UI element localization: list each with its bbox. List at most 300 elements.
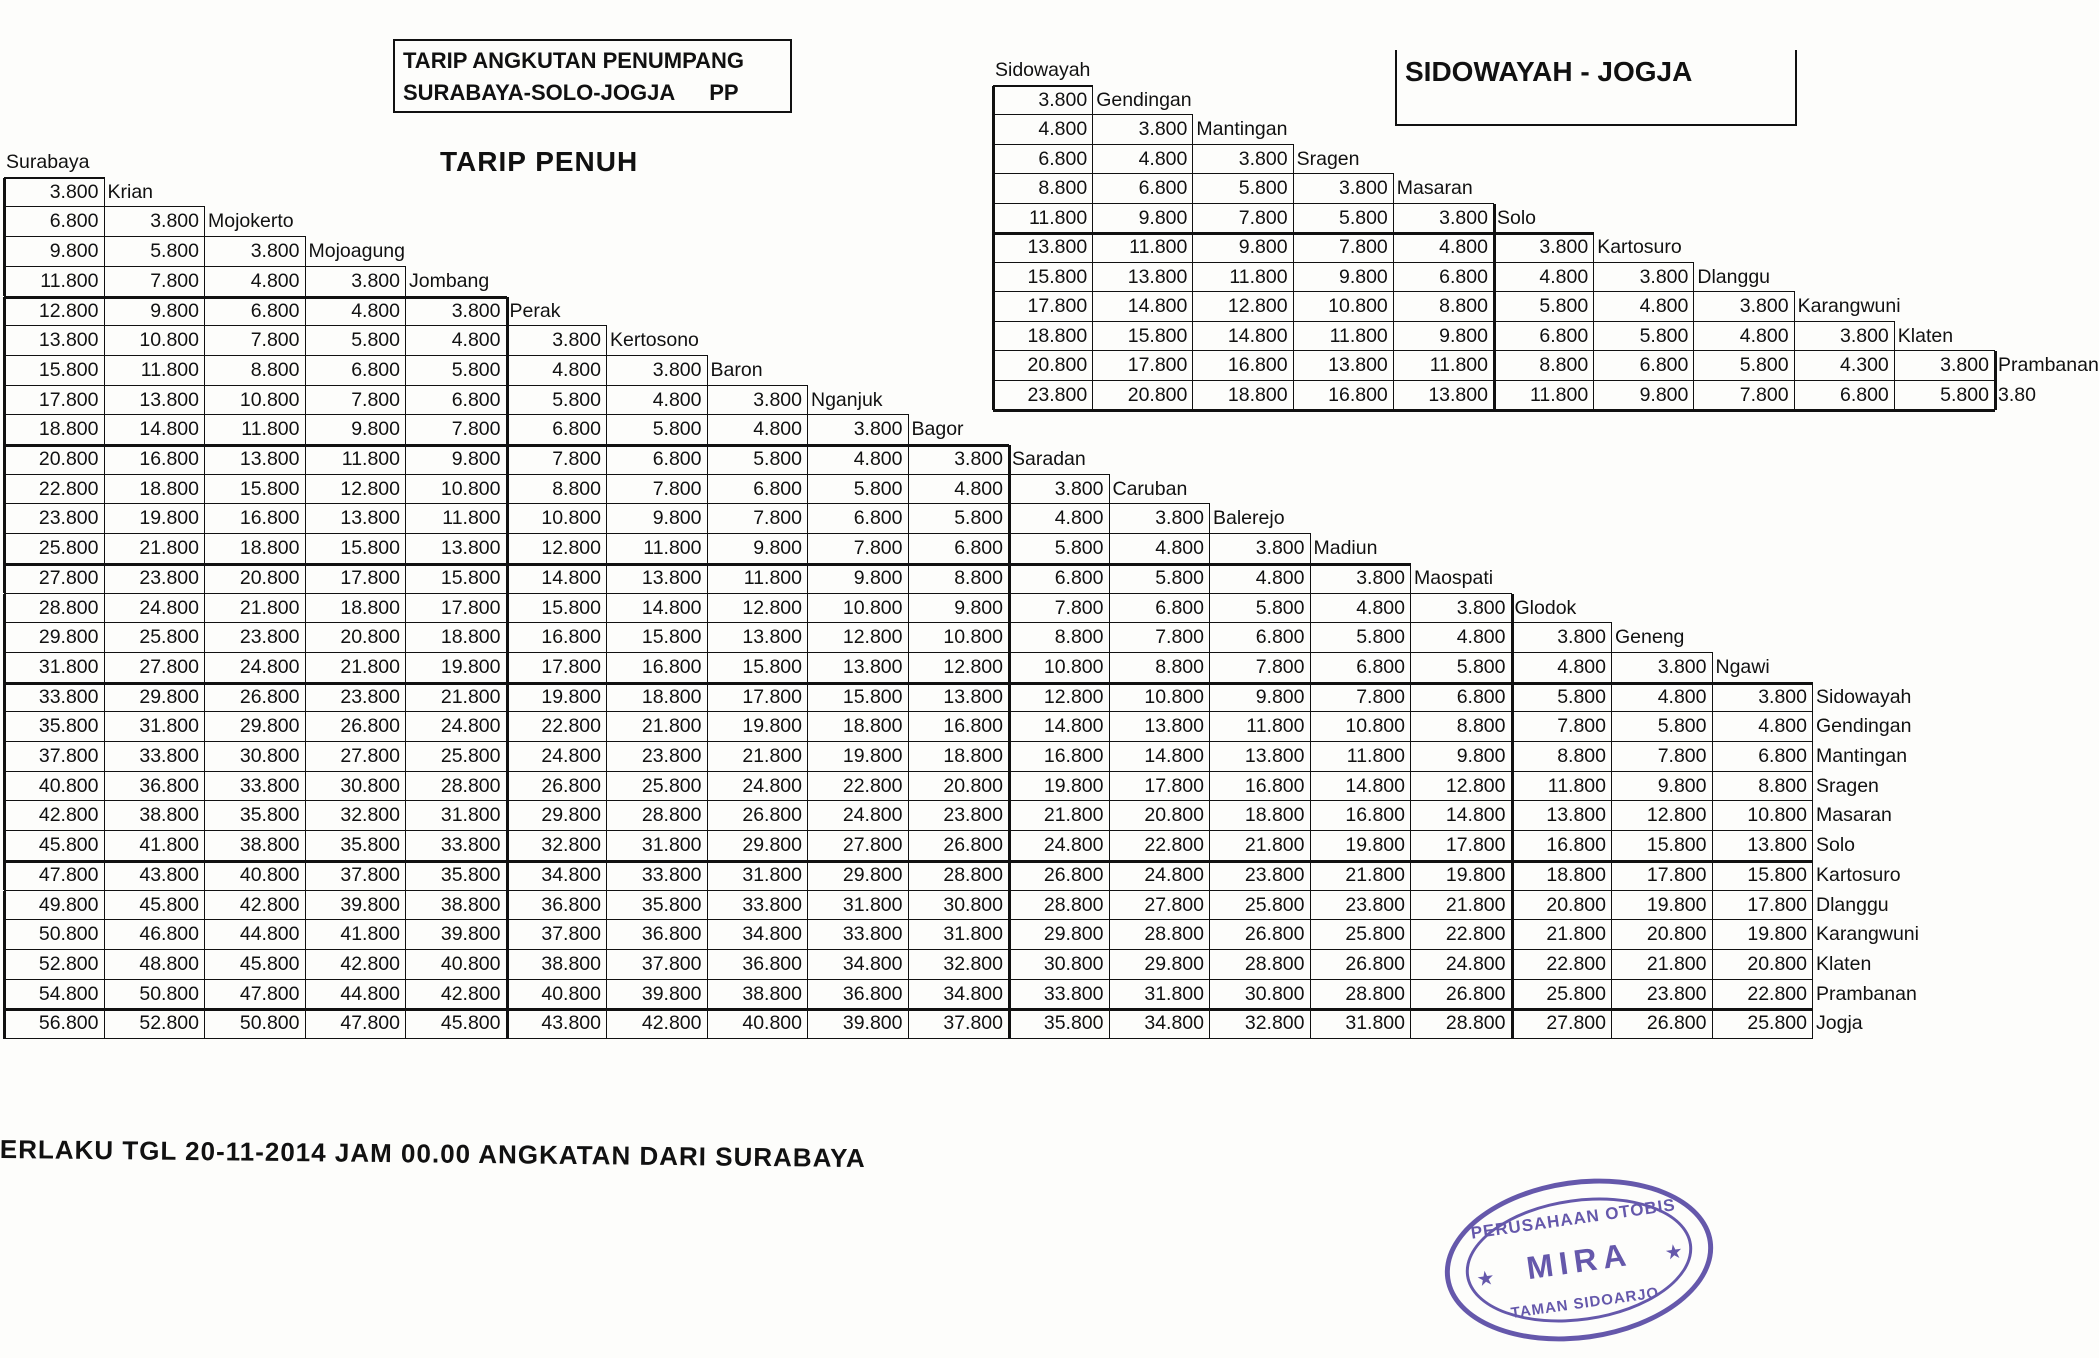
fare-cell: 31.800	[842, 893, 903, 916]
fare-cell: 49.800	[38, 893, 99, 916]
column-rule	[707, 861, 708, 891]
fare-cell: 33.800	[239, 774, 300, 797]
column-rule	[1109, 801, 1110, 831]
fare-cell: 19.800	[1445, 863, 1506, 886]
column-rule	[707, 623, 708, 653]
fare-cell: 13.800	[239, 448, 300, 470]
fare-cell: 47.800	[340, 1012, 400, 1035]
fare-cell: 18.800	[38, 418, 99, 441]
fare-cell: 12.800	[1646, 804, 1707, 827]
column-rule	[204, 356, 205, 386]
column-rule	[807, 801, 808, 831]
fare-cell: 15.800	[1646, 834, 1707, 857]
column-rule	[707, 980, 708, 1010]
column-rule	[405, 891, 406, 921]
column-rule	[992, 292, 995, 322]
column-rule	[992, 115, 995, 145]
station-label: Kartosuro	[1816, 863, 1901, 886]
column-rule	[1310, 1009, 1311, 1039]
fare-cell: 7.800	[250, 329, 300, 352]
column-rule	[807, 1009, 808, 1039]
fare-cell: 39.800	[440, 923, 501, 946]
fare-cell: 5.800	[753, 448, 802, 470]
column-rule	[1109, 1009, 1110, 1039]
fare-cell: 39.800	[842, 1012, 903, 1035]
column-rule	[506, 861, 509, 891]
fare-cell: 27.800	[38, 566, 99, 589]
column-rule	[104, 623, 105, 653]
column-rule	[606, 653, 607, 683]
column-rule	[1593, 233, 1594, 263]
column-rule	[3, 950, 6, 980]
fare-cell: 24.800	[239, 655, 300, 678]
fare-cell: 29.800	[1144, 952, 1204, 975]
column-rule	[405, 1009, 406, 1039]
fare-cell: 26.800	[1043, 863, 1104, 886]
fare-cell: 27.800	[1144, 893, 1204, 916]
fare-cell: 21.800	[1546, 923, 1606, 946]
column-rule	[1109, 683, 1110, 713]
fare-cell: 5.800	[1657, 715, 1707, 738]
fare-cell: 6.800	[1539, 324, 1589, 347]
column-rule	[1109, 831, 1110, 861]
column-rule	[1393, 174, 1394, 204]
column-rule	[1310, 653, 1311, 683]
fare-cell: 19.800	[1345, 834, 1405, 857]
fare-cell: 20.800	[1646, 923, 1707, 946]
column-rule	[1693, 292, 1694, 322]
column-rule	[1293, 263, 1294, 293]
fare-cell: 29.800	[1043, 923, 1104, 946]
column-rule	[305, 594, 306, 624]
fare-cell: 10.800	[1043, 655, 1104, 678]
fare-cell: 21.800	[440, 685, 501, 708]
column-rule	[1410, 772, 1411, 802]
fare-cell: 23.800	[1646, 982, 1707, 1005]
column-rule	[908, 1009, 909, 1039]
fare-cell: 9.800	[753, 537, 802, 560]
fare-cell: 8.800	[1054, 626, 1104, 649]
column-rule	[1812, 950, 1813, 980]
fare-cell: 11.800	[1547, 774, 1606, 797]
fare-cell: 26.800	[943, 834, 1003, 857]
station-label: Baron	[710, 358, 763, 381]
fare-cell: 28.800	[1244, 952, 1305, 975]
fare-cell: 11.800	[1028, 206, 1088, 229]
column-rule	[1794, 381, 1795, 411]
fare-cell: 6.800	[954, 537, 1003, 560]
station-label: Dlanggu	[1697, 265, 1771, 288]
fare-cell: 37.800	[38, 745, 99, 767]
fare-cell: 8.800	[1539, 354, 1589, 376]
column-rule	[606, 772, 607, 802]
stamp-top-text: PERUSAHAAN OTOBIS	[1469, 1195, 1677, 1243]
fare-cell: 6.800	[451, 388, 501, 411]
fare-cell: 29.800	[541, 804, 601, 827]
fare-cell: 21.800	[239, 596, 300, 619]
column-rule	[707, 475, 708, 505]
column-rule	[104, 1009, 105, 1039]
column-rule	[305, 445, 306, 475]
column-rule	[405, 386, 406, 416]
fare-cell: 21.800	[1445, 893, 1506, 916]
column-rule	[204, 267, 205, 297]
fare-cell: 25.800	[1546, 982, 1606, 1005]
column-rule	[1712, 831, 1713, 861]
fare-cell: 50.800	[239, 1012, 300, 1035]
column-rule	[1092, 204, 1093, 234]
fare-cell: 56.800	[38, 1012, 99, 1035]
column-rule	[1794, 292, 1795, 322]
column-rule	[908, 861, 909, 891]
fare-cell: 12.800	[541, 537, 601, 560]
column-rule	[305, 801, 306, 831]
column-rule	[3, 712, 6, 742]
fare-cell: 3.800	[1439, 206, 1488, 229]
fare-cell: 30.800	[943, 893, 1003, 916]
column-rule	[1393, 381, 1394, 411]
column-rule	[1008, 891, 1011, 921]
column-rule	[807, 653, 808, 683]
fare-cell: 38.800	[541, 952, 601, 975]
fare-cell: 16.800	[139, 448, 199, 470]
fare-cell: 33.800	[641, 863, 702, 886]
fare-cell: 20.800	[1144, 804, 1204, 827]
fare-cell: 17.800	[1445, 834, 1506, 857]
fare-cell: 31.800	[440, 804, 501, 827]
column-rule	[1209, 534, 1210, 564]
fare-cell: 24.800	[842, 804, 903, 827]
column-rule	[707, 772, 708, 802]
column-rule	[1493, 233, 1496, 263]
fare-cell: 25.800	[1345, 923, 1405, 946]
fare-cell: 5.800	[853, 477, 903, 500]
column-rule	[807, 386, 808, 416]
fare-cell: 7.800	[1238, 206, 1288, 229]
column-rule	[1109, 564, 1110, 594]
column-rule	[1393, 263, 1394, 293]
column-rule	[1008, 742, 1011, 772]
column-rule	[1209, 653, 1210, 683]
fare-cell: 29.800	[139, 685, 199, 708]
column-rule	[807, 564, 808, 594]
column-rule	[1109, 712, 1110, 742]
title-line-1: TARIP ANGKUTAN PENUMPANG	[403, 48, 744, 73]
column-rule	[104, 742, 105, 772]
column-rule	[1712, 980, 1713, 1010]
fare-cell: 31.800	[38, 655, 99, 678]
column-rule	[305, 653, 306, 683]
fare-cell: 28.800	[1345, 982, 1405, 1005]
column-rule	[3, 683, 6, 713]
fare-cell: 42.800	[440, 982, 501, 1005]
fare-cell: 54.800	[38, 982, 99, 1005]
column-rule	[1812, 772, 1813, 802]
column-rule	[1310, 801, 1311, 831]
column-rule	[1209, 623, 1210, 653]
column-rule	[1092, 292, 1093, 322]
fare-cell: 3.800	[1338, 177, 1388, 199]
column-rule	[707, 594, 708, 624]
fare-cell: 28.800	[1144, 923, 1204, 946]
column-rule	[506, 891, 509, 921]
fare-cell: 45.800	[440, 1012, 501, 1035]
column-rule	[305, 742, 306, 772]
column-rule	[305, 564, 306, 594]
column-rule	[1310, 742, 1311, 772]
column-rule	[204, 534, 205, 564]
fare-cell: 35.800	[440, 863, 501, 886]
fare-cell: 11.800	[40, 269, 99, 292]
fare-cell: 38.800	[239, 834, 300, 857]
column-rule	[1712, 920, 1713, 950]
fare-cell: 25.800	[440, 745, 501, 767]
column-rule	[707, 742, 708, 772]
column-rule	[1293, 233, 1294, 263]
column-rule	[405, 772, 406, 802]
column-rule	[606, 415, 607, 445]
column-rule	[204, 207, 205, 237]
fare-cell: 16.800	[1328, 383, 1388, 406]
station-label: Jogja	[1816, 1012, 1863, 1035]
fare-cell: 17.800	[1127, 354, 1188, 376]
column-rule	[1712, 1009, 1713, 1039]
fare-cell: 38.800	[440, 893, 501, 916]
fare-cell: 6.800	[49, 210, 99, 233]
fare-cell: 12.800	[842, 626, 903, 649]
fare-cell: 3.800	[49, 180, 99, 203]
column-rule	[1611, 801, 1612, 831]
fare-cell: 43.800	[139, 863, 199, 886]
fare-cell: 18.800	[1227, 383, 1288, 406]
column-rule	[807, 861, 808, 891]
column-rule	[1109, 772, 1110, 802]
company-stamp	[1434, 1162, 1724, 1358]
fare-cell: 8.800	[1557, 745, 1606, 767]
fare-cell: 23.800	[943, 804, 1003, 827]
column-rule	[405, 534, 406, 564]
station-label: Caruban	[1112, 477, 1188, 500]
column-rule	[1310, 772, 1311, 802]
fare-cell: 9.800	[954, 596, 1003, 619]
station-label: Masaran	[1816, 804, 1892, 827]
column-rule	[1293, 292, 1294, 322]
column-rule	[1493, 292, 1496, 322]
fare-cell: 5.800	[1739, 354, 1789, 376]
column-rule	[1209, 712, 1210, 742]
column-rule	[204, 475, 205, 505]
fare-cell: 5.800	[150, 240, 199, 263]
column-rule	[3, 831, 6, 861]
column-rule	[1511, 594, 1514, 624]
column-rule	[908, 772, 909, 802]
column-rule	[305, 386, 306, 416]
fare-cell: 15.800	[440, 566, 501, 589]
column-rule	[1410, 653, 1411, 683]
column-rule	[104, 920, 105, 950]
column-rule	[1611, 861, 1612, 891]
column-rule	[707, 1009, 708, 1039]
station-label: Krian	[107, 180, 154, 203]
fare-cell: 10.800	[1345, 715, 1405, 738]
column-rule	[3, 980, 6, 1010]
fare-cell: 8.800	[552, 477, 601, 500]
column-rule	[506, 297, 509, 327]
column-rule	[1812, 1009, 1813, 1039]
column-rule	[707, 356, 708, 386]
fare-cell: 22.800	[842, 774, 903, 797]
fare-cell: 19.800	[1043, 774, 1104, 797]
fare-cell: 15.800	[38, 358, 99, 381]
column-rule	[1192, 174, 1193, 204]
column-rule	[1092, 263, 1093, 293]
fare-cell: 11.800	[140, 358, 199, 381]
fare-cell: 9.800	[652, 507, 702, 530]
column-rule	[1393, 322, 1394, 352]
column-rule	[506, 623, 509, 653]
fare-cell: 18.800	[139, 477, 199, 500]
fare-cell: 26.800	[742, 804, 802, 827]
column-rule	[1192, 381, 1193, 411]
fare-cell: 44.800	[340, 982, 400, 1005]
fare-cell: 37.800	[340, 863, 400, 886]
fare-cell: 5.800	[1356, 626, 1405, 649]
fare-cell: 33.800	[1043, 982, 1104, 1005]
column-rule	[506, 475, 509, 505]
fare-cell: 34.800	[943, 982, 1003, 1005]
fare-cell: 7.800	[1155, 626, 1204, 649]
column-rule	[1008, 653, 1011, 683]
column-rule	[1008, 504, 1011, 534]
column-rule	[908, 683, 909, 713]
station-label: Masaran	[1396, 177, 1473, 199]
station-label: Kertosono	[610, 329, 699, 352]
fare-cell: 7.800	[150, 269, 199, 292]
fare-cell: 7.800	[1338, 236, 1388, 258]
fare-cell: 16.800	[1043, 745, 1104, 767]
column-rule	[1092, 145, 1093, 175]
station-label: Geneng	[1615, 626, 1685, 649]
column-rule	[1209, 801, 1210, 831]
column-rule	[405, 564, 406, 594]
column-rule	[1712, 950, 1713, 980]
fare-cell: 47.800	[239, 982, 300, 1005]
column-rule	[1511, 861, 1514, 891]
fare-cell: 6.800	[1758, 745, 1807, 767]
fare-cell: 3.800	[1138, 118, 1188, 140]
station-label: Saradan	[1012, 448, 1086, 470]
fare-cell: 5.800	[1539, 295, 1589, 317]
fare-cell: 13.800	[1328, 354, 1388, 376]
column-rule	[204, 920, 205, 950]
fare-cell: 12.800	[943, 655, 1003, 678]
fare-cell: 18.800	[641, 685, 702, 708]
column-rule	[1611, 712, 1612, 742]
column-rule	[305, 326, 306, 356]
fare-cell: 9.800	[351, 418, 400, 441]
column-rule	[1109, 534, 1110, 564]
fare-cell: 6.800	[1138, 177, 1188, 199]
column-rule	[1611, 891, 1612, 921]
fare-cell: 4.800	[351, 299, 400, 322]
fare-cell: 13.800	[1127, 265, 1188, 288]
column-rule	[707, 712, 708, 742]
fare-cell: 5.800	[1940, 383, 1989, 406]
station-label: Sidowayah	[995, 59, 1091, 81]
column-rule	[1511, 742, 1514, 772]
column-rule	[1192, 115, 1193, 145]
fare-cell: 30.800	[1043, 952, 1104, 975]
fare-cell: 5.800	[552, 388, 601, 411]
station-label: Klaten	[1816, 952, 1872, 975]
fare-cell: 40.800	[38, 774, 99, 797]
fare-cell: 8.800	[1155, 655, 1204, 678]
fare-cell: 23.800	[1244, 863, 1305, 886]
fare-cell: 35.800	[1043, 1012, 1104, 1035]
fare-cell: 11.800	[1529, 383, 1589, 406]
column-rule	[1712, 683, 1713, 713]
fare-cell: 6.800	[1456, 685, 1506, 708]
fare-cell: 29.800	[38, 626, 99, 649]
column-rule	[1293, 174, 1294, 204]
column-rule	[908, 475, 909, 505]
fare-cell: 21.800	[641, 715, 702, 738]
column-rule	[1109, 653, 1110, 683]
fare-cell: 9.800	[853, 566, 903, 589]
fare-cell: 7.800	[552, 448, 601, 470]
column-rule	[204, 801, 205, 831]
fare-cell: 26.800	[340, 715, 400, 738]
column-rule	[506, 415, 509, 445]
fare-cell: 8.800	[1758, 774, 1807, 797]
column-rule	[506, 653, 509, 683]
column-rule	[204, 950, 205, 980]
column-rule	[1008, 1009, 1011, 1039]
fare-cell: 17.800	[340, 566, 400, 589]
column-rule	[1794, 322, 1795, 352]
column-rule	[1109, 980, 1110, 1010]
fare-cell: 8.800	[954, 566, 1003, 589]
column-rule	[204, 1009, 205, 1039]
fare-cell: 35.800	[239, 804, 300, 827]
column-rule	[1812, 712, 1813, 742]
column-rule	[1712, 742, 1713, 772]
column-rule	[1393, 233, 1394, 263]
fare-cell: 10.800	[1328, 295, 1388, 317]
column-rule	[1293, 145, 1294, 175]
station-label: Sragen	[1816, 774, 1879, 797]
station-label: Klaten	[1897, 324, 1954, 347]
fare-cell: 7.800	[1657, 745, 1707, 767]
fare-cell: 9.800	[1138, 206, 1188, 229]
column-rule	[992, 86, 995, 116]
column-rule	[104, 861, 105, 891]
column-rule	[1712, 653, 1713, 683]
column-rule	[305, 297, 306, 327]
column-rule	[3, 415, 6, 445]
column-rule	[606, 504, 607, 534]
column-rule	[1493, 351, 1496, 381]
station-label: Kartosuro	[1597, 236, 1682, 258]
fare-cell: 6.800	[1839, 383, 1889, 406]
fare-cell: 17.800	[1144, 774, 1204, 797]
column-rule	[1493, 381, 1496, 411]
fare-cell: 11.800	[1246, 715, 1305, 738]
column-rule	[405, 445, 406, 475]
column-rule	[104, 980, 105, 1010]
column-rule	[1008, 534, 1011, 564]
column-rule	[908, 415, 909, 445]
